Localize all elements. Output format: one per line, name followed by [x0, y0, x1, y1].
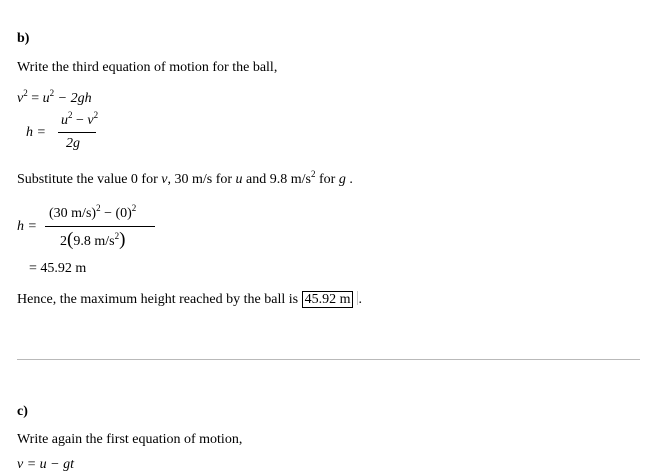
part-b-label: b): [17, 31, 30, 46]
part-b-intro: Write the third equation of motion for the ball,: [17, 60, 278, 75]
first-equation-of-motion: v = u − gt: [17, 457, 74, 472]
section-divider: [17, 359, 640, 360]
boxed-answer: 45.92 m: [302, 291, 354, 308]
height-formula-fraction-bar: [58, 132, 96, 133]
height-result: = 45.92 m: [29, 261, 87, 276]
substitution-instruction: Substitute the value 0 for v, 30 m/s for u and 9.8 $m/s^2$ for g .: [17, 169, 353, 187]
substituted-height-fraction-bar: [45, 226, 155, 227]
height-formula-numerator: $u^2 - v^2$: [61, 110, 99, 128]
part-c-intro: Write again the first equation of motion,: [17, 432, 243, 447]
part-b-conclusion: Hence, the maximum height reached by the ball is 45.92 m .: [17, 292, 362, 307]
height-formula-lhs: h =: [26, 125, 46, 140]
third-equation-of-motion: $v^2 = u^2 - 2gh$: [17, 88, 92, 106]
substituted-height-denominator: 2(9.8 $m/s^2$): [60, 229, 126, 250]
substituted-height-lhs: h =: [17, 219, 37, 234]
height-formula-denominator: 2g: [66, 136, 80, 151]
substituted-height-numerator: (30 $m/s)^2 - (0)^2$: [49, 203, 137, 221]
part-c-label: c): [17, 404, 28, 419]
